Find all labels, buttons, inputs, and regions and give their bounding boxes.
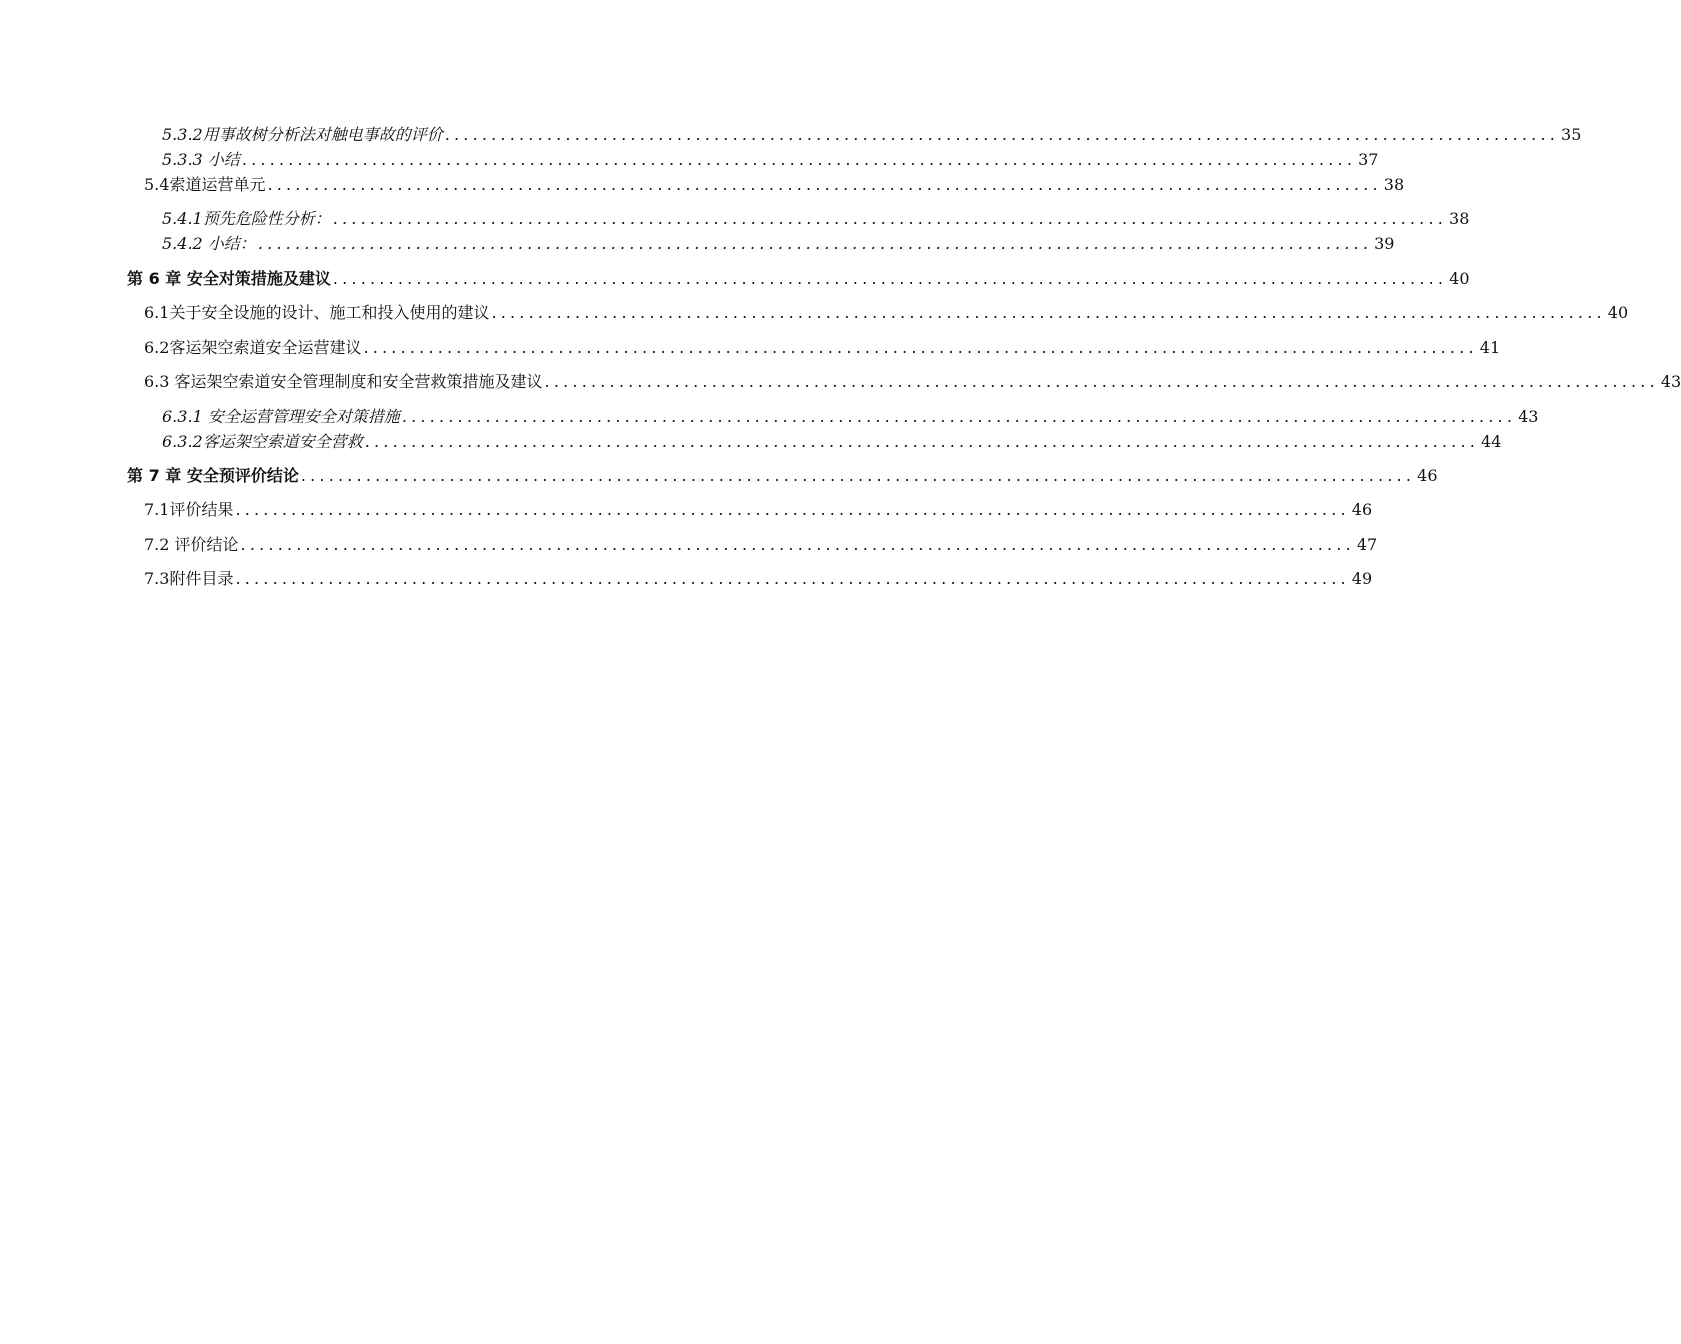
toc-entry-6-1[interactable] bbox=[144, 302, 1629, 324]
dot-leader: ........................................................................................................................ bbox=[401, 407, 1517, 426]
toc-entry-7-2[interactable] bbox=[144, 534, 1378, 556]
toc-entry-7-1[interactable] bbox=[144, 499, 1373, 521]
toc-entry-chapter-6[interactable] bbox=[127, 268, 1470, 290]
toc-page-number: 41 bbox=[1479, 338, 1501, 357]
toc-page-number: 38 bbox=[1383, 175, 1405, 194]
dot-leader: ........................................................................................................................ bbox=[267, 175, 1382, 194]
toc-entry-label: 6.3.2客运架空索道安全营救 bbox=[162, 432, 363, 451]
toc-page-number: 37 bbox=[1358, 150, 1379, 169]
toc-entry-label: 6.1关于安全设施的设计、施工和投入使用的建议 bbox=[144, 303, 490, 322]
toc-entry-label: 第 6 章 安全对策措施及建议 bbox=[127, 269, 331, 288]
dot-leader: ........................................................................................................................ bbox=[491, 303, 1606, 322]
dot-leader: ........................................................................................................................ bbox=[364, 432, 1480, 451]
dot-leader: ........................................................................................................................ bbox=[235, 500, 1350, 519]
toc-entry-6-2[interactable] bbox=[144, 337, 1501, 359]
toc-entry-label: 5.4索道运营单元 bbox=[144, 175, 266, 194]
toc-page-number: 38 bbox=[1449, 209, 1470, 228]
toc-page-number: 43 bbox=[1660, 372, 1681, 391]
toc-page-number: 49 bbox=[1351, 569, 1373, 588]
toc-entry-5-3-2[interactable] bbox=[162, 124, 1582, 146]
toc-entry-label: 5.4.2 小结： bbox=[162, 234, 256, 253]
toc-entry-label: 5.3.3 小结 bbox=[162, 150, 240, 169]
toc-entry-label: 6.3 客运架空索道安全管理制度和安全营救策措施及建议 bbox=[144, 372, 543, 391]
toc-entry-5-4[interactable] bbox=[144, 174, 1405, 196]
toc-page-number: 47 bbox=[1356, 535, 1378, 554]
toc-entry-label: 7.3附件目录 bbox=[144, 569, 234, 588]
dot-leader: ........................................................................................................................ bbox=[300, 466, 1416, 485]
dot-leader: ........................................................................................................................ bbox=[332, 209, 1448, 228]
toc-entry-5-4-2[interactable] bbox=[162, 233, 1395, 255]
toc-page-number: 43 bbox=[1518, 407, 1539, 426]
toc-entry-label: 6.2客运架空索道安全运营建议 bbox=[144, 338, 362, 357]
dot-leader: ........................................................................................................................ bbox=[332, 269, 1448, 288]
toc-entry-label: 5.3.2用事故树分析法对触电事故的评价 bbox=[162, 125, 443, 144]
toc-entry-label: 7.1评价结果 bbox=[144, 500, 234, 519]
toc-entry-6-3-1[interactable] bbox=[162, 406, 1539, 428]
dot-leader: ........................................................................................................................ bbox=[544, 372, 1659, 391]
toc-page-number: 44 bbox=[1481, 432, 1502, 451]
dot-leader: ........................................................................................................................ bbox=[240, 535, 1355, 554]
toc-entry-label: 7.2 评价结论 bbox=[144, 535, 239, 554]
toc-entry-chapter-7[interactable] bbox=[127, 465, 1438, 487]
dot-leader: ........................................................................................................................ bbox=[257, 234, 1373, 253]
toc-page-number: 40 bbox=[1607, 303, 1629, 322]
toc-entry-6-3-2[interactable] bbox=[162, 431, 1502, 453]
toc-entry-5-3-3[interactable] bbox=[162, 149, 1379, 171]
toc-page-number: 39 bbox=[1374, 234, 1395, 253]
toc-page-number: 46 bbox=[1351, 500, 1373, 519]
toc-entry-label: 5.4.1预先危险性分析： bbox=[162, 209, 331, 228]
toc-page-number: 35 bbox=[1561, 125, 1582, 144]
toc-entry-5-4-1[interactable] bbox=[162, 208, 1470, 230]
dot-leader: ........................................................................................................................ bbox=[241, 150, 1357, 169]
toc-entry-label: 第 7 章 安全预评价结论 bbox=[127, 466, 299, 485]
toc-entry-6-3[interactable] bbox=[144, 371, 1681, 393]
toc-page-number: 46 bbox=[1417, 466, 1438, 485]
toc-entry-label: 6.3.1 安全运营管理安全对策措施 bbox=[162, 407, 400, 426]
dot-leader: ........................................................................................................................ bbox=[363, 338, 1478, 357]
dot-leader: ........................................................................................................................ bbox=[235, 569, 1350, 588]
toc-page-number: 40 bbox=[1449, 269, 1470, 288]
toc-entry-7-3[interactable] bbox=[144, 568, 1373, 590]
dot-leader: ........................................................................................................................ bbox=[444, 125, 1560, 144]
